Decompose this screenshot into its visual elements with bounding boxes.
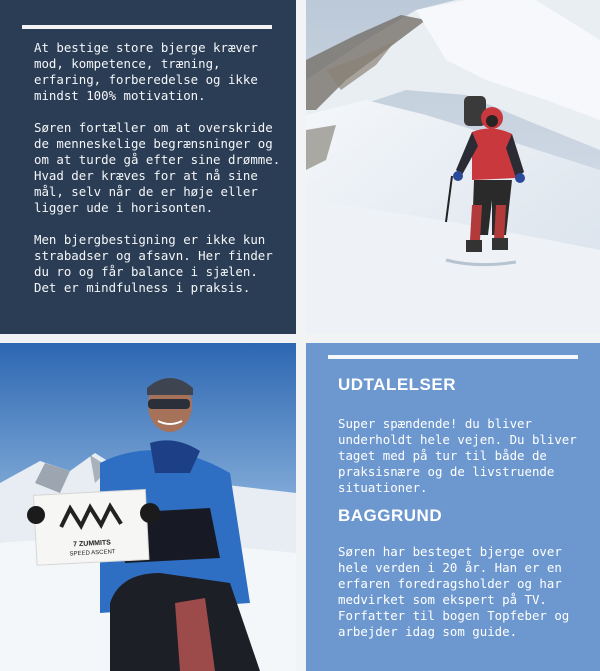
summit-image (0, 343, 296, 671)
flag-logo-line2: SPEED ASCENT (69, 549, 116, 558)
climber-ridge-image (306, 0, 600, 334)
info-divider (328, 355, 578, 359)
intro-paragraph-3: Men bjergbestigning er ikke kun strabadser og afsavn. Her finder du ro og får balance i sjælen. Det er mindfulness i praksis. (34, 232, 273, 295)
flag-logo-line1: 7 ZUMMITS (73, 539, 112, 549)
intro-divider (22, 25, 272, 29)
intro-text (34, 40, 284, 312)
intro-paragraph-2: Søren fortæller om at overskride de menneskelige begrænsninger og om at turde gå efter sine drømme. Hvad der kræves for at nå sine mål, selv når de er høje eller ligger ude i horisonten. (34, 120, 281, 215)
udtalelser-heading: UDTALELSER (338, 375, 457, 394)
info-panel (306, 343, 600, 671)
climber-ridge-photo (306, 0, 600, 334)
summit-photo (0, 343, 296, 671)
intro-paragraph-1: At bestige store bjerge kræver mod, kompetence, træning, erfaring, forberedelse og ikke mindst 100% motivation. (34, 40, 258, 103)
baggrund-heading: BAGGRUND (338, 506, 443, 525)
summit-flag (33, 490, 149, 566)
intro-panel (0, 0, 296, 334)
udtalelser-text: Super spændende! du bliver underholdt hele vejen. Du bliver taget med på tur til både de praksisnære og de livstruende situationer. (338, 416, 577, 495)
baggrund-text: Søren har besteget bjerge over hele verden i 20 år. Han er en erfaren foredragsholder og har medvirket som ekspert på TV. Forfatter til bogen Topfeber og arbejder idag som guide. (338, 544, 570, 639)
